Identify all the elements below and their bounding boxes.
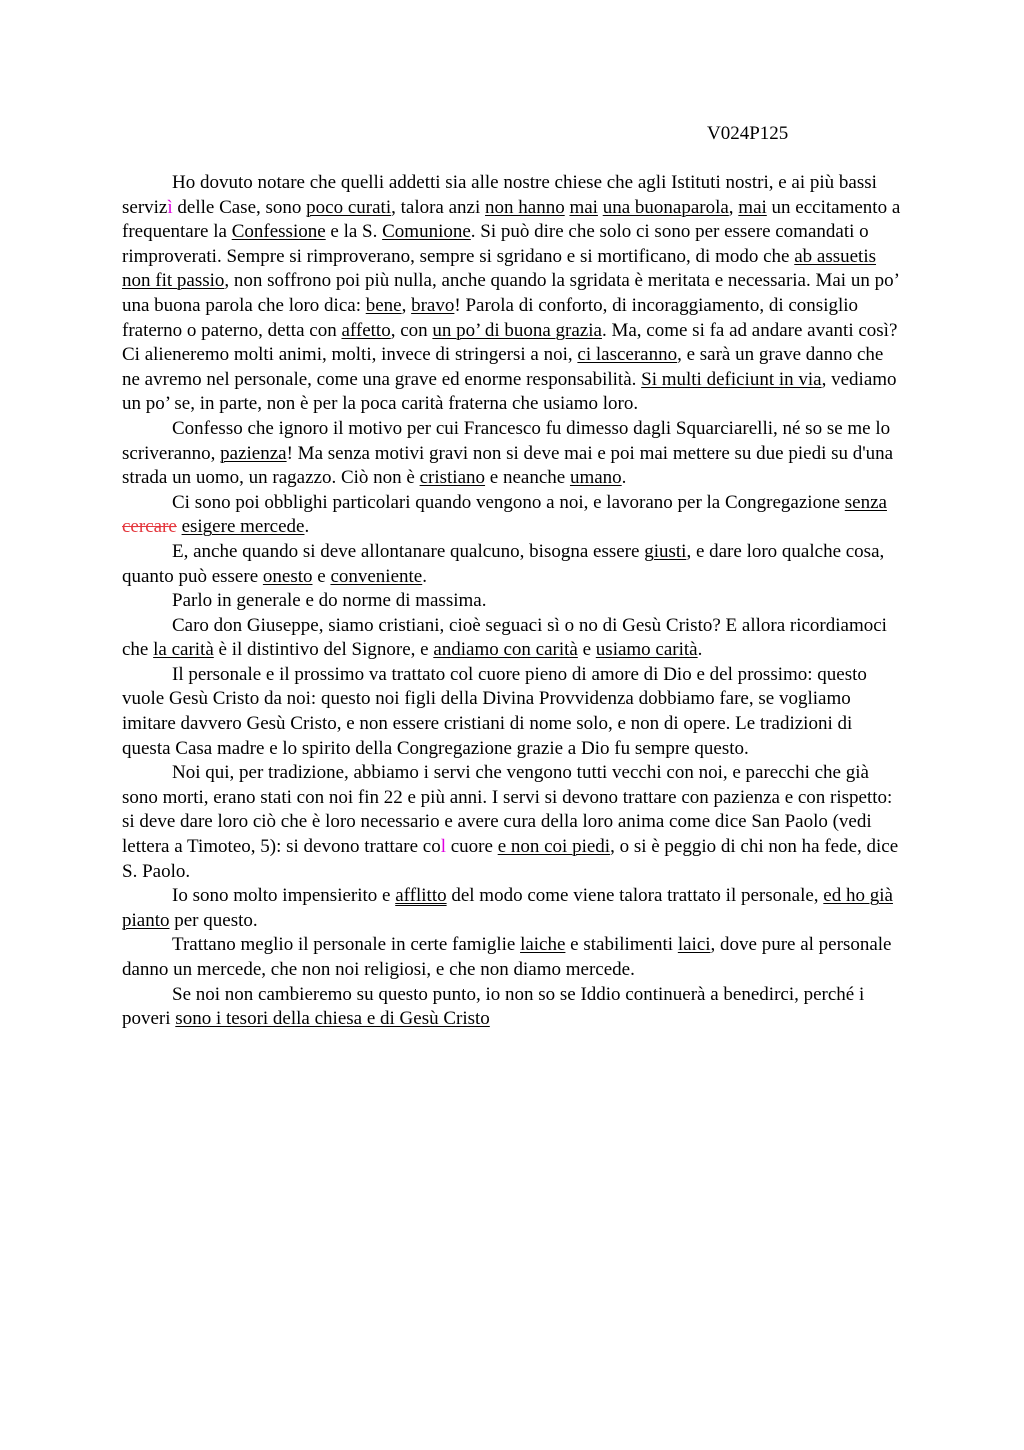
text-run: , e sarà un grave danno che ne avremo nel personale, come una grave ed enorme responsabilità. (122, 344, 884, 390)
highlighted-letter: l (440, 836, 446, 858)
highlighted-letter: ì (167, 196, 173, 218)
text-run: , vediamo un po’ se, in parte, non è per la poca carità fraterna che usiamo loro. (122, 368, 897, 415)
underlined-phrase: mai (738, 196, 767, 218)
paragraph-8 (122, 761, 904, 884)
text-run: . Ma, come si fa ad andare avanti così? Ci alieneremo molti animi, molti, invece di stringersi a noi, (122, 319, 898, 366)
double-underlined-phrase: afflitto (395, 885, 447, 907)
paragraph-2 (122, 417, 904, 491)
underlined-phrase: sono i tesori della chiesa e di Gesù Cristo (175, 1008, 490, 1030)
underlined-phrase: andiamo con carità (433, 639, 578, 661)
text-run: , (728, 196, 739, 218)
underlined-phrase: senza (844, 491, 887, 513)
underlined-phrase: un po’ di buona grazia (432, 319, 602, 341)
paragraph-6 (122, 614, 904, 663)
underlined-phrase: ab assuetis non fit passio (122, 245, 877, 292)
text-run: Io sono molto impensierito e (172, 885, 396, 907)
text-run: Confesso che ignoro il motivo per cui Francesco fu dimesso dagli Squarciarelli, né so se me lo scriveranno, (122, 417, 891, 464)
text-run: , o si è peggio di chi non ha fede, dice S. Paolo. (122, 836, 899, 882)
underlined-phrase: Confessione (231, 221, 326, 243)
underlined-phrase: esigere mercede (181, 516, 305, 538)
underlined-phrase: laici (677, 934, 711, 956)
underlined-phrase: bravo (411, 294, 455, 316)
underlined-phrase: giusti (644, 540, 687, 562)
text-run: e stabilimenti (565, 934, 678, 956)
text-run: Se noi non cambieremo su questo punto, io non so se Iddio continuerà a benedirci, perché i poveri (122, 983, 865, 1030)
text-run: Caro don Giuseppe, siamo cristiani, cioè seguaci sì o no di Gesù Cristo? E allora ricordiamoci che (122, 614, 887, 661)
text-run: . (422, 565, 427, 587)
text-run: Trattano meglio il personale in certe famiglie (172, 934, 521, 956)
paragraph-5: Parlo in generale e do norme di massima. (172, 590, 487, 612)
text-run: ! Parola di conforto, di incoraggiamento, di consiglio fraterno o paterno, detta con (122, 294, 859, 341)
text-run: cuore (445, 836, 498, 858)
underlined-phrase: conveniente (330, 565, 423, 587)
text-run: è il distintivo del Signore, e (213, 639, 434, 661)
underlined-phrase: non hanno (485, 196, 565, 218)
paragraph-4 (122, 540, 904, 589)
text-run: ! Ma senza motivi gravi non si deve mai e poi mai mettere su due piedi su d'una strada un uomo, un ragazzo. Ciò non è (122, 442, 894, 489)
struck-through-word: cercare (122, 516, 177, 538)
text-run: Noi qui, per tradizione, abbiamo i servi che vengono tutti vecchi con noi, e parecchi che già sono morti, erano stati con noi fin 22 e più anni. I servi si devono trattare con pazienza e con rispetto: si deve dare loro ciò che è loro necessario e avere cura della loro anima come dice San Paolo (vedi lettera a Timoteo, 5): si devono trattare co (122, 762, 893, 858)
underlined-phrase: usiamo carità (595, 639, 698, 661)
text-run: un eccitamento a frequentare la (122, 196, 901, 243)
text-run: . (304, 516, 310, 538)
text-run: Ho dovuto notare che quelli addetti sia alle nostre chiese che agli Istituti nostri, e ai più bassi serviz (122, 172, 877, 218)
text-run: , con (390, 319, 433, 341)
text-run: . (621, 467, 627, 489)
letter-body (122, 171, 904, 1032)
underlined-phrase: ci lasceranno (577, 344, 678, 366)
underlined-phrase: la carità (153, 639, 214, 661)
text-run: , (401, 294, 412, 316)
text-run: E, anche quando si deve allontanare qualcuno, bisogna essere (172, 540, 645, 562)
page-identifier: V024P125 (707, 123, 789, 144)
underlined-phrase: poco curati (306, 196, 392, 218)
text-run: e neanche (485, 467, 570, 489)
underlined-phrase: e non coi piedi (497, 836, 611, 858)
underlined-phrase: laiche (520, 934, 566, 956)
text-run: , non soffrono poi più nulla, anche quando la sgridata è meritata e necessaria. Mai un po’ una buona parola che loro dica: (122, 270, 899, 316)
text-run: delle Case, sono (172, 196, 307, 218)
underlined-phrase: Comunione (382, 221, 471, 243)
underlined-phrase: ed ho già pianto (122, 885, 893, 931)
underlined-phrase: mai (569, 196, 598, 218)
text-run: Ci sono poi obblighi particolari quando vengono a noi, e lavorano per la Congregazione (172, 491, 845, 513)
underlined-phrase: Si multi deficiunt in via (641, 368, 822, 390)
text-run: , e dare loro qualche cosa, quanto può essere (122, 540, 885, 587)
underlined-phrase: affetto (341, 319, 391, 341)
paragraph-11 (122, 983, 904, 1032)
underlined-phrase: umano (569, 467, 622, 489)
underlined-phrase: bene (365, 294, 402, 316)
paragraph-9 (122, 884, 904, 933)
text-run: e (312, 565, 331, 587)
text-run: , talora anzi (391, 196, 486, 218)
text-run: . (697, 639, 703, 661)
paragraph-10 (122, 933, 904, 982)
underlined-phrase: una buonaparola (602, 196, 729, 218)
underlined-phrase: pazienza (220, 442, 287, 464)
underlined-phrase: cristiano (419, 467, 486, 489)
paragraph-1 (122, 171, 904, 417)
paragraph-3 (122, 491, 904, 540)
text-run: per questo. (169, 909, 258, 931)
text-run: del modo come viene talora trattato il personale, (446, 885, 824, 907)
text-run: e (577, 639, 596, 661)
underlined-phrase: onesto (262, 565, 313, 587)
text-run: , dove pure al personale danno un mercede, che non noi religiosi, e che non diamo mercede. (122, 934, 892, 980)
paragraph-7: Il personale e il prossimo va trattato col cuore pieno di amore di Dio e del prossimo: questo vuole Gesù Cristo da noi: questo noi figli della Divina Provvidenza dobbiamo fare, se vogliamo imitare davvero Gesù Cristo, e non essere cristiani di nome solo, e non di opere. Le tradizioni di questa Casa madre e lo spirito della Congregazione grazie a Dio fu sempre questo. (122, 663, 867, 759)
text-run: e la S. (325, 221, 383, 243)
text-run: . Si può dire che solo ci sono per essere comandati o rimproverati. Sempre si rimproverano, sempre si sgridano e si mortificano, di modo che (122, 221, 869, 267)
